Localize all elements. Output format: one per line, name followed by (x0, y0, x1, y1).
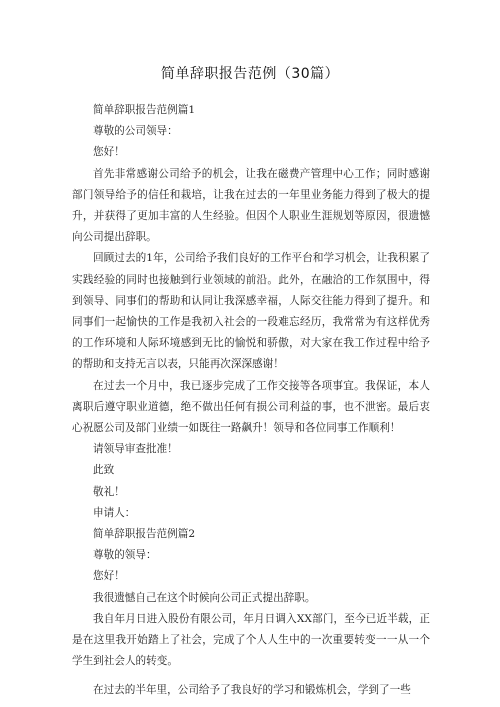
paragraph: 我很遗憾自己在这个时候向公司正式提出辞职。 (93, 591, 316, 604)
paragraph: 在过去的半年里，公司给予了我良好的学习和锻炼机会，学到了一些 (93, 684, 411, 697)
salutation: 尊敬的领导： (93, 549, 157, 562)
section-heading-2: 简单辞职报告范例篇2 (93, 528, 196, 541)
paragraph: 我自年月日进入股份有限公司，年月日调入XX部门，至今已近半载，正是在这里我开始踏上了社会，完成了个人人生中的一次重要转变一一从一个学生到社会人的转变。 (72, 612, 430, 668)
applicant-label: 申请人： (93, 506, 136, 519)
paragraph: 回顾过去的1年，公司给予我们良好的工作平台和学习机会，让我积累了实践经验的同时也接触到行业领域的前沿。此外，在融洽的工作氛围中，得到领导、同事们的帮助和认同让我深感幸福，人际交往能力得到了提升。和同事们一起愉快的工作是我初入社会的一段难忘经历，我常常为有这样优秀的工作环境和人际环境感到无比的愉悦和骄傲，对大家在我工作过程中给予的帮助和支持无言以表，只能再次深深感谢！ (72, 252, 430, 371)
closing-request: 请领导审查批准！ (93, 443, 178, 456)
closing-line: 此致 (93, 464, 115, 477)
section-heading-1: 简单辞职报告范例篇1 (93, 104, 196, 116)
greeting: 您好！ (93, 570, 125, 583)
document-body (72, 100, 430, 702)
salutation: 尊敬的公司领导： (93, 125, 178, 138)
paragraph: 首先非常感谢公司给予的机会，让我在磁费产管理中心工作；同时感谢部门领导给予的信任和栽培，让我在过去的一年里业务能力得到了极大的提升，并获得了更加丰富的人生经验。但因个人职业生涯规划等原因，很遗憾向公司提出辞职。 (72, 167, 430, 244)
paragraph: 在过去一个月中，我已逐步完成了工作交接等各项事宜。我保证，本人离职后遵守职业道德，绝不做出任何有损公司利益的事，也不泄密。最后衷心祝愿公司及部门业绩一如既往一路飙升！领导和各位同事工作顺利！ (72, 379, 430, 435)
document-title: 简单辞职报告范例（30篇） (160, 66, 340, 82)
closing-line: 敬礼！ (93, 485, 125, 498)
greeting: 您好！ (93, 146, 125, 159)
